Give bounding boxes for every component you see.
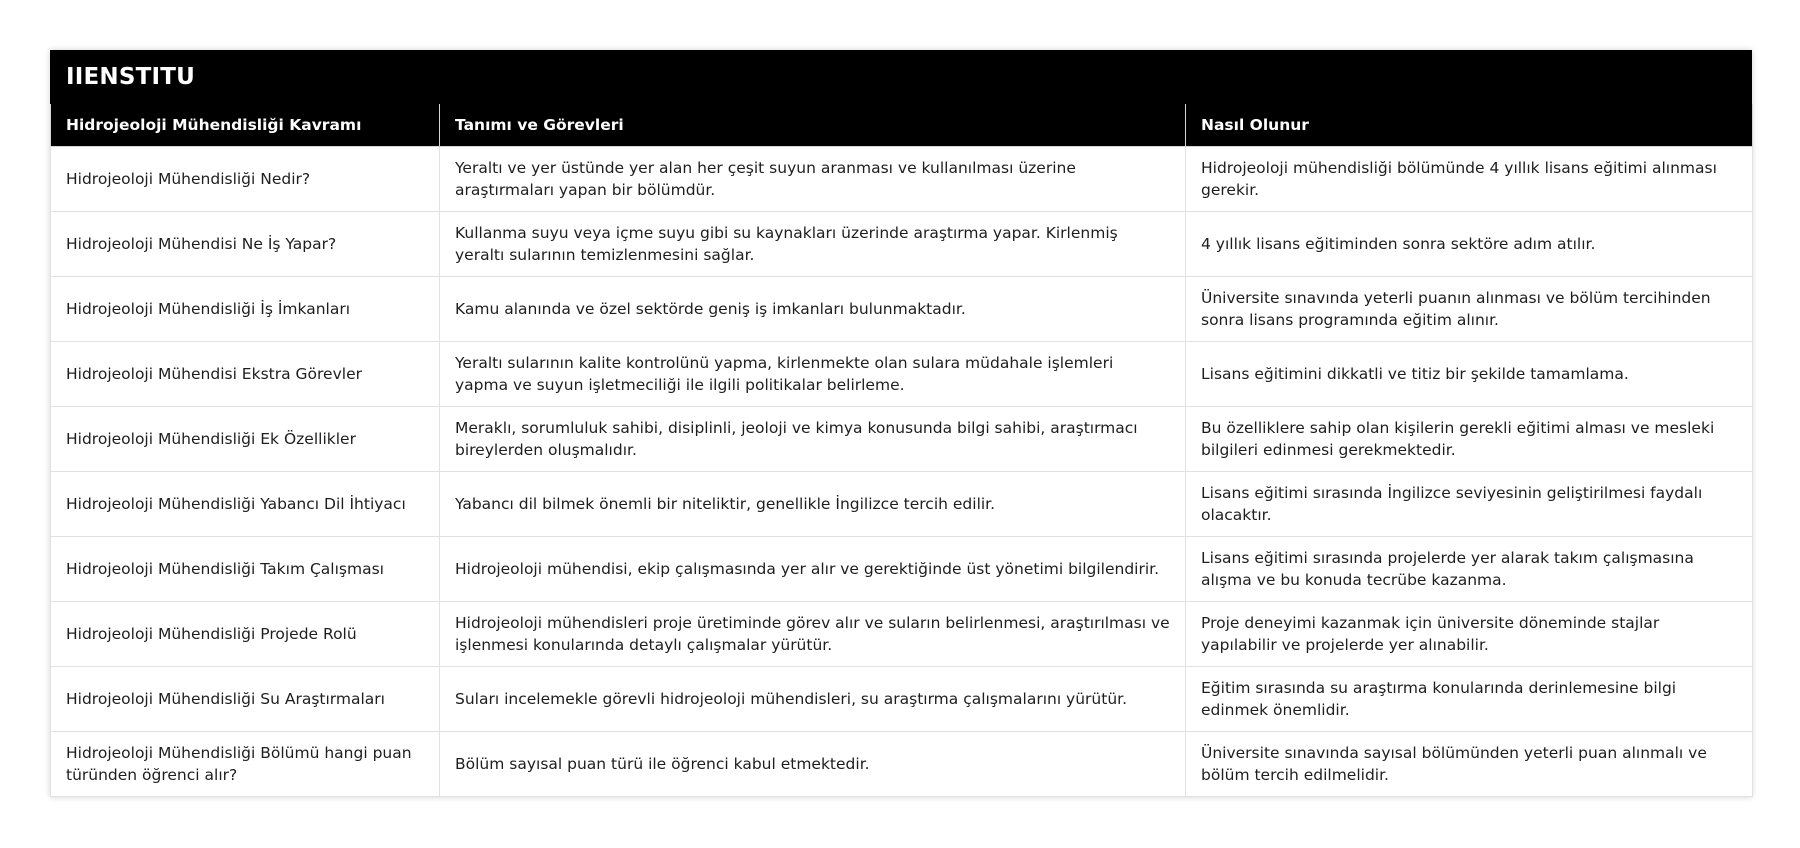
cell-how-to: Lisans eğitimi sırasında projelerde yer alarak takım çalışmasına alışma ve bu konuda tecrübe kazanma. [1186, 536, 1753, 601]
cell-concept: Hidrojeoloji Mühendisi Ekstra Görevler [51, 341, 440, 406]
cell-how-to: Üniversite sınavında yeterli puanın alınması ve bölüm tercihinden sonra lisans programında eğitim alınır. [1186, 276, 1753, 341]
table-row [51, 341, 1753, 406]
table-row [51, 536, 1753, 601]
cell-definition: Kamu alanında ve özel sektörde geniş iş imkanları bulunmaktadır. [440, 276, 1186, 341]
cell-how-to: Lisans eğitimini dikkatli ve titiz bir şekilde tamamlama. [1186, 341, 1753, 406]
table-row [51, 731, 1753, 796]
cell-definition: Yeraltı sularının kalite kontrolünü yapma, kirlenmekte olan sulara müdahale işlemleri yapma ve suyun işletmeciliği ile ilgili politikalar belirleme. [440, 341, 1186, 406]
cell-definition: Meraklı, sorumluluk sahibi, disiplinli, jeoloji ve kimya konusunda bilgi sahibi, araştırmacı bireylerden oluşmalıdır. [440, 406, 1186, 471]
table-row [51, 211, 1753, 276]
table-row [51, 666, 1753, 731]
cell-concept: Hidrojeoloji Mühendisliği Projede Rolü [51, 601, 440, 666]
brand-title: IIENSTITU [50, 50, 1752, 104]
table-row [51, 276, 1753, 341]
cell-definition: Yabancı dil bilmek önemli bir niteliktir, genellikle İngilizce tercih edilir. [440, 471, 1186, 536]
header-definition: Tanımı ve Görevleri [440, 104, 1186, 146]
cell-concept: Hidrojeoloji Mühendisliği İş İmkanları [51, 276, 440, 341]
cell-how-to: Lisans eğitimi sırasında İngilizce seviyesinin geliştirilmesi faydalı olacaktır. [1186, 471, 1753, 536]
cell-how-to: Üniversite sınavında sayısal bölümünden yeterli puan alınmalı ve bölüm tercih edilmelidir. [1186, 731, 1753, 796]
cell-how-to: 4 yıllık lisans eğitiminden sonra sektöre adım atılır. [1186, 211, 1753, 276]
table-header [51, 104, 1753, 146]
cell-how-to: Bu özelliklere sahip olan kişilerin gerekli eğitimi alması ve mesleki bilgileri edinmesi gerekmektedir. [1186, 406, 1753, 471]
cell-definition: Hidrojeoloji mühendisleri proje üretiminde görev alır ve suların belirlenmesi, araştırılması ve işlenmesi konularında detaylı çalışmalar yürütür. [440, 601, 1186, 666]
cell-concept: Hidrojeoloji Mühendisi Ne İş Yapar? [51, 211, 440, 276]
table-body [51, 146, 1753, 796]
header-concept: Hidrojeoloji Mühendisliği Kavramı [51, 104, 440, 146]
cell-definition: Suları incelemekle görevli hidrojeoloji mühendisleri, su araştırma çalışmalarını yürütür. [440, 666, 1186, 731]
cell-definition: Yeraltı ve yer üstünde yer alan her çeşit suyun aranması ve kullanılması üzerine araştırmaları yapan bir bölümdür. [440, 146, 1186, 211]
table-row [51, 146, 1753, 211]
cell-concept: Hidrojeoloji Mühendisliği Nedir? [51, 146, 440, 211]
info-table [50, 104, 1753, 797]
table-row [51, 471, 1753, 536]
cell-concept: Hidrojeoloji Mühendisliği Ek Özellikler [51, 406, 440, 471]
cell-concept: Hidrojeoloji Mühendisliği Yabancı Dil İhtiyacı [51, 471, 440, 536]
cell-how-to: Hidrojeoloji mühendisliği bölümünde 4 yıllık lisans eğitimi alınması gerekir. [1186, 146, 1753, 211]
cell-definition: Hidrojeoloji mühendisi, ekip çalışmasında yer alır ve gerektiğinde üst yönetimi bilgilendirir. [440, 536, 1186, 601]
header-how-to: Nasıl Olunur [1186, 104, 1753, 146]
cell-concept: Hidrojeoloji Mühendisliği Bölümü hangi puan türünden öğrenci alır? [51, 731, 440, 796]
cell-concept: Hidrojeoloji Mühendisliği Su Araştırmaları [51, 666, 440, 731]
cell-concept: Hidrojeoloji Mühendisliği Takım Çalışması [51, 536, 440, 601]
table-row [51, 406, 1753, 471]
cell-definition: Bölüm sayısal puan türü ile öğrenci kabul etmektedir. [440, 731, 1186, 796]
table-row [51, 601, 1753, 666]
header-row [51, 104, 1753, 146]
cell-definition: Kullanma suyu veya içme suyu gibi su kaynakları üzerinde araştırma yapar. Kirlenmiş yeraltı sularının temizlenmesini sağlar. [440, 211, 1186, 276]
cell-how-to: Eğitim sırasında su araştırma konularında derinlemesine bilgi edinmek önemlidir. [1186, 666, 1753, 731]
cell-how-to: Proje deneyimi kazanmak için üniversite döneminde stajlar yapılabilir ve projelerde yer alınabilir. [1186, 601, 1753, 666]
content-table-card [50, 50, 1752, 797]
